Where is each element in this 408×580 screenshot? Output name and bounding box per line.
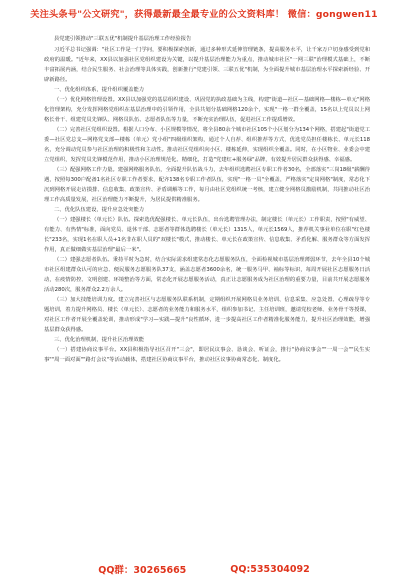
- paragraph: （二）建强志愿者队伍。秉持平时为急时，结合实际需求组建常态化志愿服务队伍，全面检视城市基层治理薄弱环节，去年全县10个城市社区组建群众认可的应急、便民服务志愿服务队37支，涵盖志愿者3600余名，统一服务马甲、袖标等标识，每周开展社区志愿服务日活动，在疫情防控、文明创建、环境整治等方面，常态化开展志愿服务活动，真正让志愿服务成为社区治理的重要力量，目前共开展志愿服务活动280次，服务群众2.2万余人。: [44, 257, 370, 293]
- section-heading: 三、优化治理机制，提升社区治理效能: [54, 337, 145, 343]
- bottom-banner: [0, 558, 408, 580]
- document-title: 县党建引领推动"三联五优"机制提升基层治理工作经验报告: [54, 36, 192, 42]
- paragraph: 习近平总书记强调："社区工作是一门学问，要积极探索创新，通过多种形式延伸管理链条，提高服务水平，让千家万户切身感受到党和政府的温暖。"近年来，XX县以加强社区党组织建设为关键，以提升基层治理能力为重点，推动城市社区"一网三联"治理模式基础上，不断丰富拓展内涵，结合民生服务、社会治理等具体实践，创新推行"党建引领、三联五优"机制，为全面提升城市基层治理水平探索新经验、开辟新路径。: [44, 47, 370, 83]
- section-heading: 二、优化队伍建设，提升应急处突能力: [54, 207, 145, 213]
- paragraph: （一）搭建协商议事平台。XX县积极指导社区召开"三会"，即居民议事会、恳谈会、听证会，推行"协商议事会""一周一会""民生实事""周一面对面""路灯会议"等活动载体，搭建社区协商议事平台，推动社区议事协商常态化、制度化。: [44, 347, 370, 363]
- qq-text: QQ:535304092: [230, 563, 310, 575]
- paragraph: （三）配强网格工作力量。建强网格服务队伍，全面提升队伍战斗力，去年组织选聘社区专职工作者30名，全部落实"三岗18级"薪酬待遇，按照每300户配备1名社区专职工作者要求，配齐138名专职工作者队伍，实现"一格一员"全覆盖，严格落实"定岗网格"制度，常态化下沉到网格开展走访摸排、信息收集、政策宣传、矛盾调解等工作，每月由社区党组织统一考核，建立健全网格员激励机制，共同推动社区治理工作高质量发展，社区治理能力不断提升，为居民提供精准服务。: [44, 167, 370, 203]
- paragraph: （一）建强楼长（单元长）队伍。探索选优配强楼长、单元长队伍，出台选聘管理办法，制定楼长（单元长）工作职责，按照"有威望、有能力、有热情"标准，面向党员、退休干部、志愿者等群体选聘楼长（单元长）1315人，单元长1569人，推荐机关事业单位在职"红色楼长"233名，实现1名在职人员+1名非在职人员的"双楼长"模式，推动楼长、单元长在政策宣传、信息收集、矛盾化解、服务群众等方面发挥作用，真正做细做实基层治理"最后一米"。: [44, 217, 370, 253]
- top-banner: [0, 0, 408, 26]
- paragraph: （二）完善社区党组织设置。根据人口分布、小区规模等情况，将全县80余个城市社区105个小区划分为134个网格，搭建起"街道党工委—社区党总支—网格党支部—楼栋（单元）党小组"四级组织架构，通过个人自荐、组织推荐等方式，优选党员担任楼栋长、单元长118名，充分调动党员参与社区治理的积极性和主动性。推动社区党组织向小区、楼栋延伸，实现组织全覆盖。同时，在小区物业、业委会中建立党组织，发挥党员先锋模范作用，推动小区治理规范化、精细化，打造"党建红+服务绿"品牌，有效提升居民群众获得感、幸福感。: [44, 127, 370, 163]
- section-heading: 一、优化组织体系，提升组织覆盖能力: [54, 87, 145, 93]
- top-banner-text: 关注头条号"公文研究"，获得最新最全最专业的公文资料库！ 微信：gongwen11: [30, 9, 378, 20]
- qq-group-text: QQ群：30265665: [98, 565, 187, 576]
- paragraph: （三）加大技能培训力度。建立完善社区与志愿服务队联系机制，定期组织开展网格员业务培训、信息采集、应急处置、心理疏导等专题培训，着力提升网格员、楼长（单元长）、志愿者的业务能力和服务水平，组织参加书记、主任培训班，邀请党校老师、业务骨干等授课，对社区工作者开展全覆盖轮训，推动形成"学习—实践—提升"良性循环，进一步提高社区工作者精准化服务能力，提升社区治理效能，增强基层群众获得感。: [44, 297, 370, 333]
- document-body: [44, 34, 370, 546]
- paragraph: （一）优化网格管理设置。XX县以加强党的基层组织建设、巩固党的执政基础为主线，构建"街道—社区—基础网格—楼栋—单元"网格化管理架构，充分发挥网格党组织在基层治理中的引领作用，全县共划分基础网格120余个，实现"一格一群全覆盖，15名以上党员以上网格长骨干、组建党员先锋队、网格员队伍、志愿者队伍等力量，不断充实治理队伍，促进社区工作提质增效。: [44, 97, 370, 123]
